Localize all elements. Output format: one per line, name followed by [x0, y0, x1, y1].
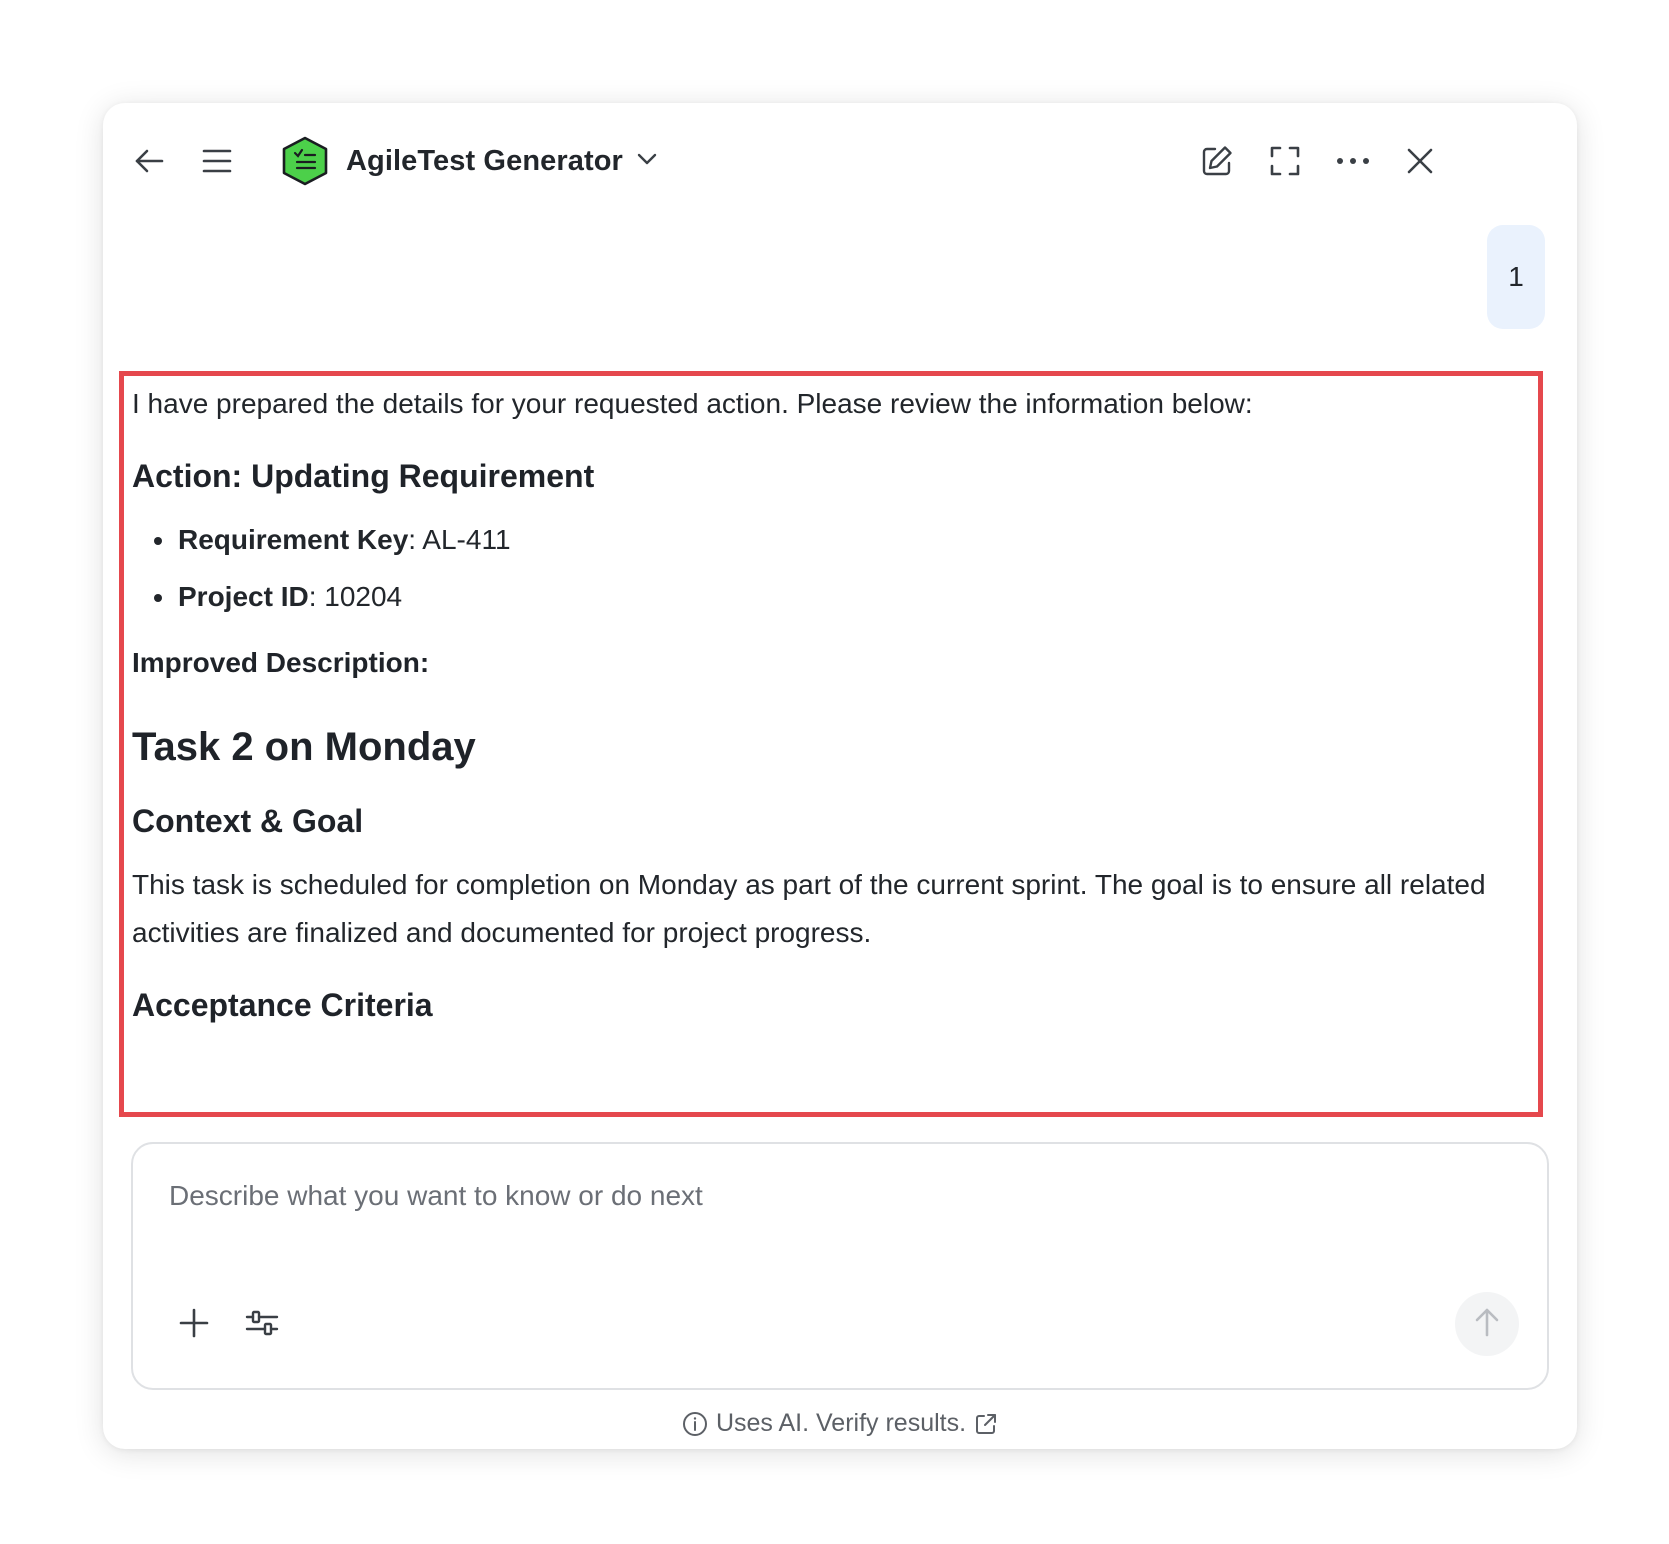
info-circle-icon: [682, 1411, 708, 1437]
response-intro: I have prepared the details for your requested action. Please review the information below:: [132, 388, 1253, 419]
arrow-up-icon: [1473, 1307, 1501, 1342]
tools-settings-button[interactable]: [237, 1300, 287, 1350]
context-heading: Context & Goal: [132, 803, 364, 839]
action-fields-list: [132, 520, 1530, 617]
field-label: Requirement Key: [178, 524, 409, 555]
close-icon: [1406, 147, 1434, 175]
header: [103, 103, 1577, 219]
disclaimer-text: Uses AI. Verify results.: [715, 1409, 967, 1437]
more-horizontal-icon: [1336, 156, 1370, 166]
scroll-fade: [124, 1052, 1538, 1112]
list-item: [178, 520, 1530, 560]
new-chat-button[interactable]: [1193, 137, 1241, 185]
agiletest-hexagon-logo-icon: [281, 136, 329, 186]
action-heading: Action: Updating Requirement: [132, 458, 595, 494]
plus-icon: [179, 1308, 209, 1343]
task-title: Task 2 on Monday: [132, 725, 476, 769]
message-input[interactable]: [169, 1180, 1469, 1212]
menu-button[interactable]: [193, 137, 241, 185]
back-button[interactable]: [125, 137, 173, 185]
list-item: [178, 577, 1530, 617]
message-composer: [131, 1142, 1549, 1390]
ai-disclaimer: [103, 1409, 1577, 1438]
field-value: : AL-411: [408, 524, 511, 555]
acceptance-criteria-heading: Acceptance Criteria: [132, 987, 433, 1023]
app-switcher-dropdown[interactable]: [629, 143, 665, 179]
user-message-bubble: [1487, 225, 1545, 329]
send-button[interactable]: [1455, 1292, 1519, 1356]
add-attachment-button[interactable]: [169, 1300, 219, 1350]
external-link-icon[interactable]: [974, 1412, 998, 1436]
field-value: : 10204: [308, 581, 403, 612]
hamburger-menu-icon: [201, 146, 233, 176]
more-options-button[interactable]: [1329, 137, 1377, 185]
sliders-icon: [245, 1308, 279, 1343]
chat-panel: [103, 103, 1577, 1449]
improved-description-label: Improved Description:: [132, 647, 430, 678]
user-message-text: 1: [1508, 261, 1524, 292]
arrow-left-icon: [132, 144, 166, 178]
fullscreen-button[interactable]: [1261, 137, 1309, 185]
chevron-down-icon: [635, 147, 659, 176]
fullscreen-icon: [1269, 145, 1301, 177]
field-label: Project ID: [178, 581, 309, 612]
edit-pencil-icon: [1200, 144, 1234, 178]
assistant-response: [119, 371, 1543, 1117]
context-text: This task is scheduled for completion on Monday as part of the current sprint. The goal is to ensure all related activities are finalized and documented for project progress.: [132, 869, 1486, 948]
close-button[interactable]: [1396, 137, 1444, 185]
app-title[interactable]: AgileTest Generator: [346, 145, 623, 177]
